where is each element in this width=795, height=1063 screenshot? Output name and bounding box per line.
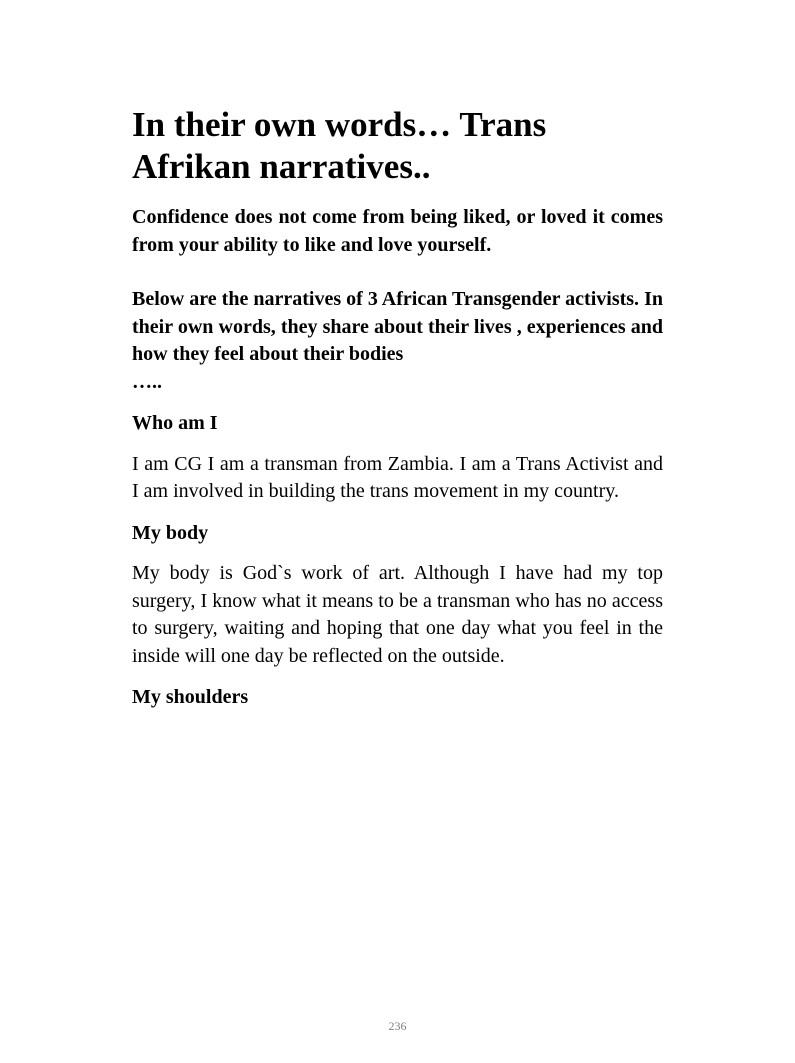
section-body-who-am-i: I am CG I am a transman from Zambia. I am a Trans Activist and I am involved in building the trans movement in my country. bbox=[132, 452, 663, 502]
intro-ellipsis: ….. bbox=[132, 370, 162, 393]
page-content bbox=[132, 104, 663, 712]
page-title: In their own words… Trans Afrikan narratives.. bbox=[132, 105, 547, 186]
spacer bbox=[132, 259, 663, 286]
section-heading-my-body: My body bbox=[132, 521, 209, 544]
quote-paragraph: Confidence does not come from being liked, or loved it comes from your ability to like and love yourself. bbox=[132, 206, 663, 256]
section-heading-who-am-i: Who am I bbox=[132, 412, 218, 434]
page-number: 236 bbox=[388, 1019, 407, 1033]
section-body-my-body: My body is God`s work of art. Although I have had my top surgery, I know what it means to be a transman who has no access to surgery, waiting and hoping that one day what you feel in the inside will one day be reflected on the outside. bbox=[132, 562, 663, 667]
intro-paragraph: Below are the narratives of 3 African Transgender activists. In their own words, they share about their lives , experiences and how they feel about their bodies bbox=[132, 288, 663, 365]
section-heading-my-shoulders: My shoulders bbox=[132, 686, 249, 708]
